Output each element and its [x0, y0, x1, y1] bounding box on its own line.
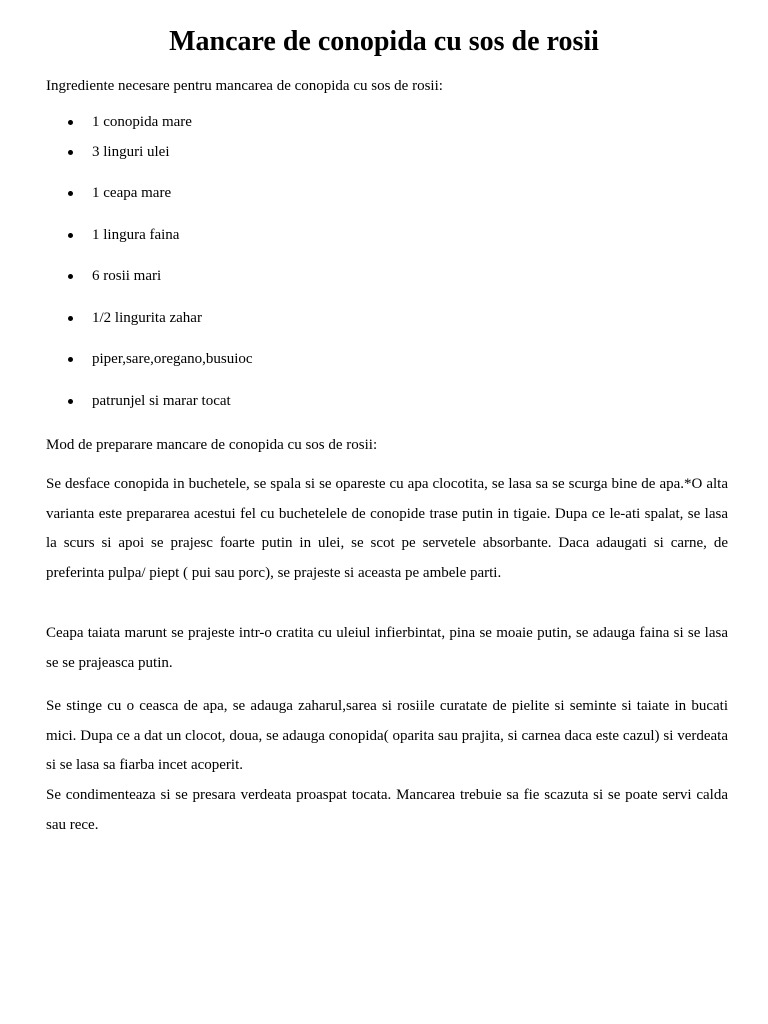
- bullet-icon: [68, 150, 73, 155]
- ingredient-text: 1 ceapa mare: [92, 185, 172, 201]
- ingredients-intro: Ingrediente necesare pentru mancarea de conopida cu sos de rosii:: [46, 78, 443, 94]
- method-heading: Mod de preparare mancare de conopida cu sos de rosii:: [46, 437, 378, 453]
- bullet-icon: [68, 274, 73, 279]
- bullet-icon: [68, 120, 73, 125]
- ingredient-text: 3 linguri ulei: [92, 144, 170, 160]
- ingredient-text: 1 lingura faina: [92, 227, 180, 243]
- method-paragraph: Se desface conopida in buchetele, se spala si se opareste cu apa clocotita, se lasa sa se scurga bine de apa.*O alta varianta este prepararea acestui fel cu buchetelele de conopide trase putin in tigaie. Dupa ce le-ati spalat, se lasa la scurs si apoi se prajesc foarte putin in ulei, se scot pe servetele absorbante. Daca adaugati si carne, de preferinta pulpa/ piept ( pui sau porc), se prajeste si aceasta pe ambele parti.: [46, 476, 728, 581]
- bullet-icon: [68, 399, 73, 404]
- method-paragraph: Se condimenteaza si se presara verdeata proaspat tocata. Mancarea trebuie sa fie scazuta si se poate servi calda sau rece.: [46, 787, 728, 833]
- bullet-icon: [68, 233, 73, 238]
- method-paragraph: Se stinge cu o ceasca de apa, se adauga zaharul,sarea si rosiile curatate de pielite si seminte si taiate in bucati mici. Dupa ce a dat un clocot, doua, se adauga conopida( oparita sau prajita, si carnea daca este cazul) si verdeata si se lasa sa fiarba incet acoperit.: [46, 698, 728, 773]
- ingredient-text: piper,sare,oregano,busuioc: [92, 351, 253, 367]
- ingredient-text: 1 conopida mare: [92, 114, 192, 130]
- bullet-icon: [68, 357, 73, 362]
- ingredient-text: 1/2 lingurita zahar: [92, 310, 202, 326]
- ingredient-text: 6 rosii mari: [92, 268, 162, 284]
- bullet-icon: [68, 316, 73, 321]
- page-title: Mancare de conopida cu sos de rosii: [169, 26, 599, 57]
- method-paragraph: Ceapa taiata marunt se prajeste intr-o cratita cu uleiul infierbintat, pina se moaie putin, se adauga faina si se lasa se se prajeasca putin.: [46, 625, 728, 671]
- bullet-icon: [68, 191, 73, 196]
- ingredient-text: patrunjel si marar tocat: [92, 393, 231, 409]
